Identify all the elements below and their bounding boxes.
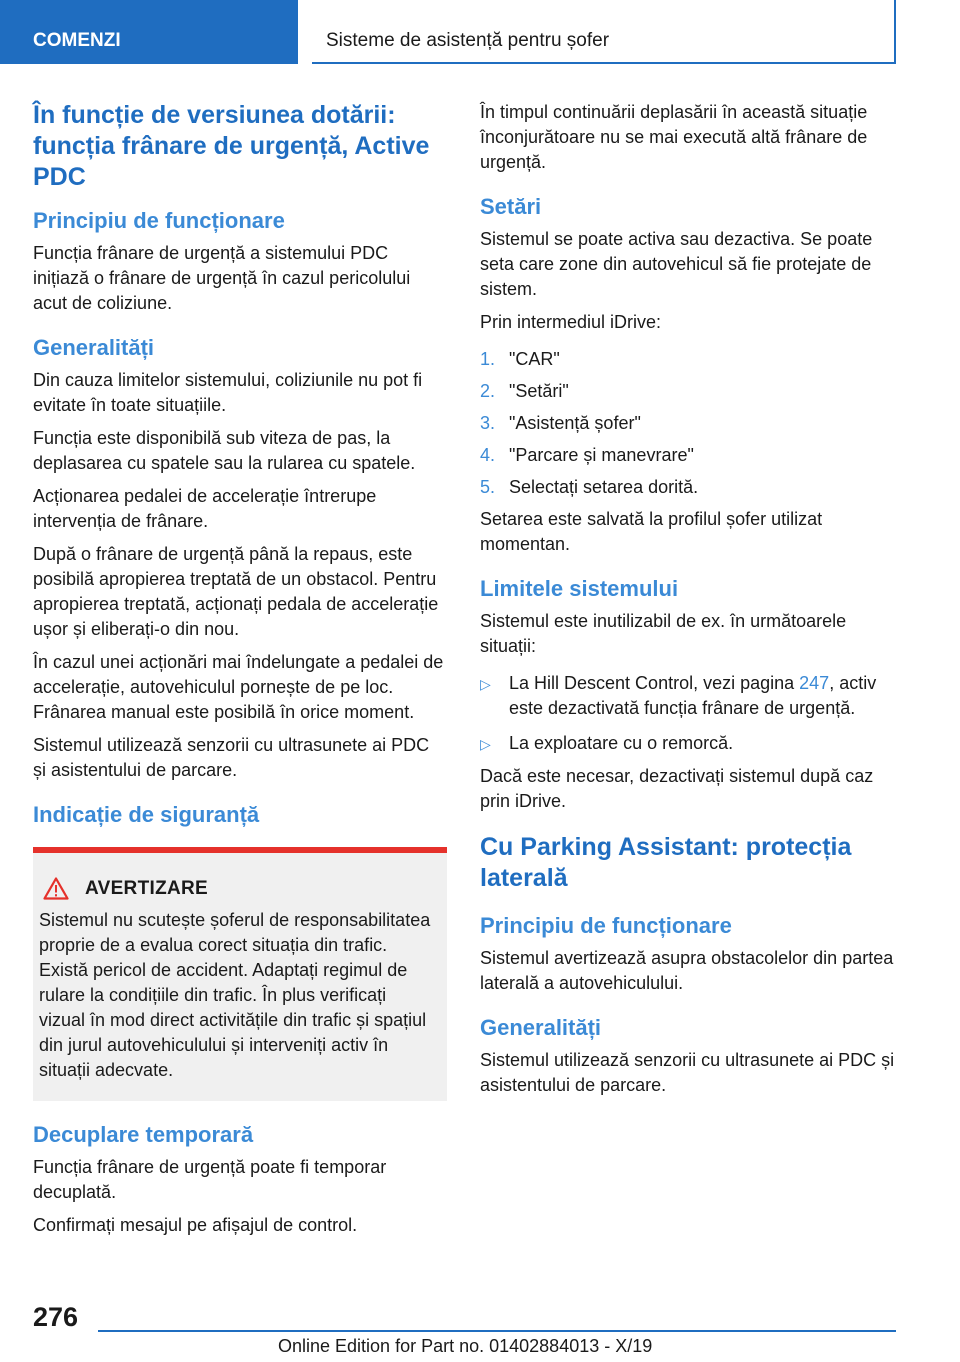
- idrive-deactivate-text: Dacă este necesar, dezactivați sistemul după caz prin iDrive.: [480, 766, 874, 811]
- limit-text: [509, 671, 896, 721]
- warning-title: AVERTIZARE: [85, 877, 208, 899]
- list-item: [480, 411, 896, 436]
- generalitati-paragraph: Funcția este disponibilă sub viteza de pas, la deplasarea cu spatele sau la rularea cu spatele.: [33, 428, 416, 473]
- list-item: [480, 731, 896, 757]
- principiu-text: Sistemul avertizează asupra obstacolelor din partea laterală a autovehiculului.: [480, 948, 894, 993]
- triangle-right-icon: ▷: [480, 736, 491, 752]
- generalitati-text: Sistemul utilizează senzorii cu ultrasunete ai PDC și asistentului de parcare.: [480, 1050, 895, 1095]
- warning-box: [33, 847, 447, 1101]
- intro-text: În timpul continuării deplasării în această situație înconjurătoare nu se mai execută altă frânare de urgență.: [480, 102, 868, 172]
- principiu-heading: Principiu de funcționare: [480, 913, 732, 938]
- saved-text: Setarea este salvată la profilul șofer utilizat momentan.: [480, 509, 823, 554]
- list-item: [480, 379, 896, 404]
- section-label: COMENZI: [33, 30, 121, 51]
- generalitati-paragraph: Din cauza limitelor sistemului, coliziunile nu pot fi evitate în toate situațiile.: [33, 370, 423, 415]
- parking-title: Cu Parking Assistant: protecția laterală: [480, 833, 852, 892]
- limit-text-before: La Hill Descent Control, vezi pagina: [509, 673, 800, 693]
- step-number: 1.: [480, 349, 496, 369]
- page-title: În funcție de versiunea dotării: funcția frânare de urgență, Active PDC: [33, 101, 430, 191]
- section-tab: [0, 0, 298, 64]
- step-text: "Parcare și manevrare": [509, 445, 694, 465]
- siguranta-heading: Indicație de siguranță: [33, 802, 260, 827]
- limite-heading: Limitele sistemului: [480, 576, 679, 601]
- limit-text: La exploatare cu o remorcă.: [509, 733, 734, 753]
- step-text: "CAR": [509, 349, 560, 369]
- warning-text: Sistemul nu scutește șoferul de responsabilitatea proprie de a evalua corect situația din trafic. Există pericol de accident. Adaptați regimul de rulare la condițiile din trafic. În plus verificați vizual în mod direct activitățile din trafic și spațiul din jurul autovehiculului și interveniți activ în situații adecvate.: [39, 910, 431, 1080]
- warning-header: [39, 877, 433, 900]
- left-column: [33, 100, 447, 1246]
- step-text: "Asistență șofer": [509, 413, 641, 433]
- step-number: 3.: [480, 413, 496, 433]
- chapter-header: [312, 0, 896, 64]
- footer-edition: Online Edition for Part no. 01402884013 - X/19: [278, 1336, 653, 1356]
- right-column: [480, 100, 896, 1106]
- generalitati-paragraph: După o frânare de urgență până la repaus, este posibilă apropierea treptată de un obstacol. Pentru apropierea treptată, acționați pedala de accelerație ușor și eliberați-o din nou.: [33, 544, 439, 639]
- step-number: 5.: [480, 477, 496, 497]
- setari-text: Sistemul se poate activa sau dezactiva. Se poate seta care zone din autovehicul să fie protejate de sistem.: [480, 229, 873, 299]
- idrive-text: Prin intermediul iDrive:: [480, 312, 662, 332]
- steps-list: [480, 347, 896, 500]
- step-number: 4.: [480, 445, 496, 465]
- generalitati-paragraph: În cazul unei acționări mai îndelungate a pedalei de accelerație, autovehiculul pornește de pe loc. Frânarea manual este posibilă în orice moment.: [33, 652, 444, 722]
- principiu-text: Funcția frânare de urgență a sistemului PDC inițiază o frânare de urgență în cazul pericolului acut de coliziune.: [33, 243, 411, 313]
- step-number: 2.: [480, 381, 496, 401]
- decuplare-paragraph: Confirmați mesajul pe afișajul de control.: [33, 1215, 358, 1235]
- step-text: Selectați setarea dorită.: [509, 477, 699, 497]
- warning-triangle-icon: [43, 877, 69, 900]
- page-number: 276: [33, 1302, 79, 1332]
- limit-text-after: , activ este dezactivată funcția frânare de urgență.: [509, 673, 877, 718]
- list-item: [480, 347, 896, 372]
- footer-divider: [98, 1330, 896, 1332]
- decuplare-heading: Decuplare temporară: [33, 1122, 254, 1147]
- generalitati-paragraph: Sistemul utilizează senzorii cu ultrasunete ai PDC și asistentului de parcare.: [33, 735, 430, 780]
- list-item: [480, 671, 896, 721]
- limits-list: [480, 671, 896, 757]
- limite-text: Sistemul este inutilizabil de ex. în următoarele situații:: [480, 611, 847, 656]
- setari-heading: Setări: [480, 194, 542, 219]
- page-link[interactable]: 247: [799, 673, 830, 693]
- chapter-label: Sisteme de asistență pentru șofer: [326, 30, 610, 51]
- list-item: [480, 475, 896, 500]
- list-item: [480, 443, 896, 468]
- principiu-heading: Principiu de funcționare: [33, 208, 285, 233]
- decuplare-paragraph: Funcția frânare de urgență poate fi temporar decuplată.: [33, 1157, 387, 1202]
- generalitati-heading: Generalități: [480, 1015, 602, 1040]
- triangle-right-icon: ▷: [480, 676, 491, 692]
- step-text: "Setări": [509, 381, 569, 401]
- generalitati-paragraph: Acționarea pedalei de accelerație întrerupe intervenția de frânare.: [33, 486, 377, 531]
- generalitati-heading: Generalități: [33, 335, 155, 360]
